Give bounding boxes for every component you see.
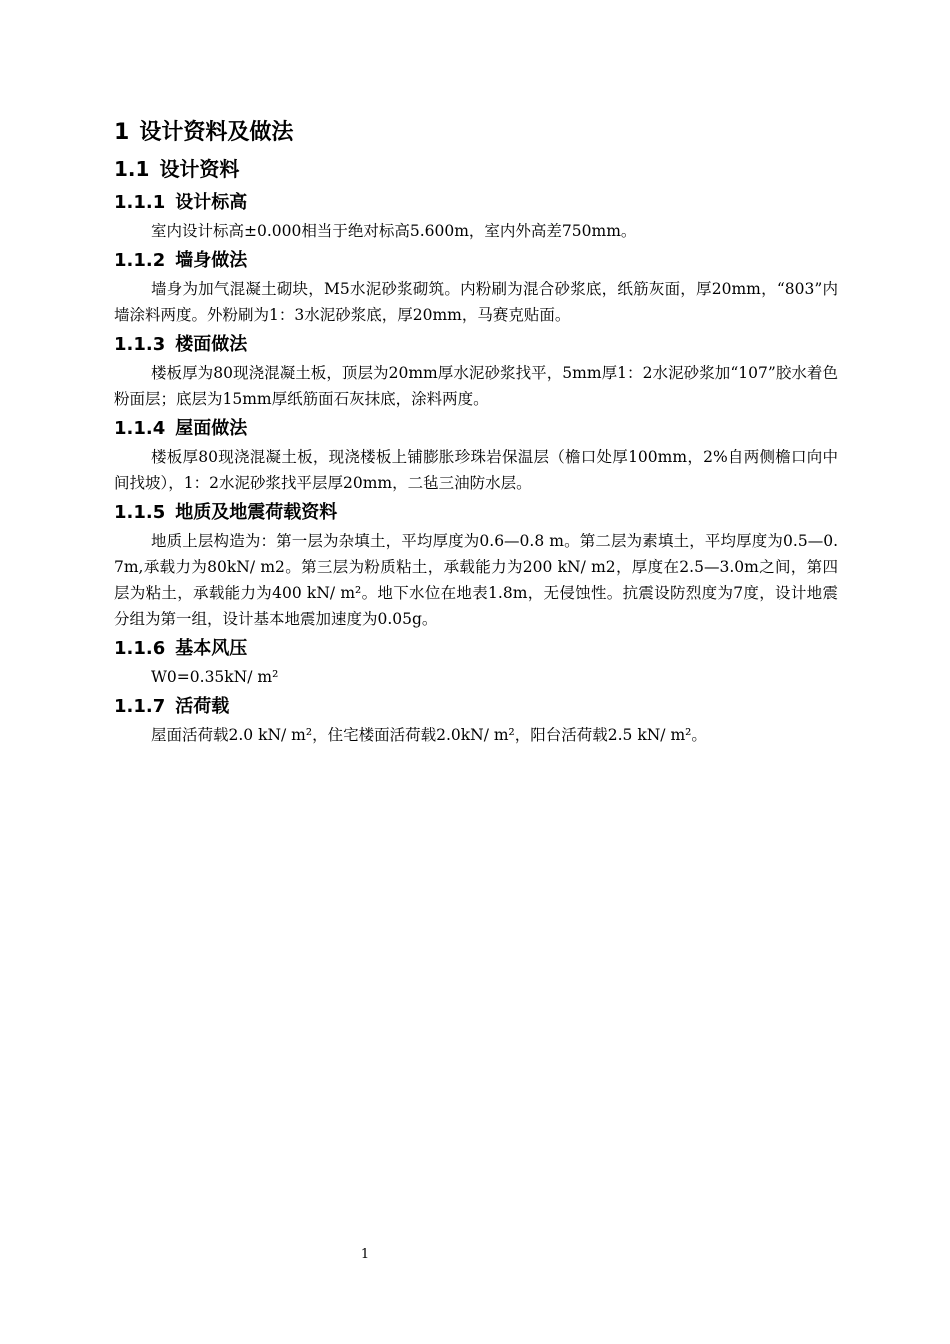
chapter-title: 设计资料及做法 <box>139 120 294 145</box>
subsection-heading-design-elevation <box>114 188 838 218</box>
subsection-heading-roof <box>114 414 838 444</box>
subsection-title: 楼面做法 <box>175 334 248 355</box>
section-heading <box>114 152 838 186</box>
subsection-number: 1.1.6 <box>114 638 166 659</box>
subsection-number: 1.1.5 <box>114 502 166 523</box>
subsection-title: 设计标高 <box>175 192 248 213</box>
subsection-title: 墙身做法 <box>175 250 248 271</box>
subsection-heading-wall <box>114 246 838 276</box>
subsection-heading-wind-pressure <box>114 634 838 664</box>
subsection-number: 1.1.7 <box>114 696 166 717</box>
subsection-number: 1.1.4 <box>114 418 166 439</box>
paragraph-wall: 墙身为加气混凝土砌块，M5水泥砂浆砌筑。内粉刷为混合砂浆底，纸筋灰面，厚20mm，“803”内墙涂料两度。外粉刷为1：3水泥砂浆底，厚20mm，马赛克贴面。 <box>114 280 838 324</box>
chapter-heading <box>114 116 838 150</box>
page-number: 1 <box>360 1247 370 1262</box>
chapter-number: 1 <box>114 120 130 145</box>
subsection-title: 屋面做法 <box>175 418 248 439</box>
subsection-title: 地质及地震荷载资料 <box>175 502 338 523</box>
paragraph-design-elevation: 室内设计标高±0.000相当于绝对标高5.600m，室内外高差750mm。 <box>151 222 637 240</box>
subsection-number: 1.1.1 <box>114 192 166 213</box>
paragraph-geology: 地质上层构造为：第一层为杂填土，平均厚度为0.6—0.8 m。第二层为素填土，平均厚度为0.5—0.7m,承载力为80kN/ m2。第三层为粉质粘土，承载能力为200 kN/ m2，厚度在2.5—3.0m之间，第四层为粘土，承载能力为400 kN/ m²。地下水位在地表1.8m，无侵蚀性。抗震设防烈度为7度，设计地震分组为第一组，设计基本地震加速度为0.05g。 <box>114 532 838 628</box>
subsection-title: 活荷载 <box>175 696 230 717</box>
subsection-heading-floor <box>114 330 838 360</box>
subsection-number: 1.1.2 <box>114 250 166 271</box>
section-number: 1.1 <box>114 157 150 181</box>
paragraph-floor: 楼板厚为80现浇混凝土板，顶层为20mm厚水泥砂浆找平，5mm厚1：2水泥砂浆加“107”胶水着色粉面层；底层为15mm厚纸筋面石灰抹底，涂料两度。 <box>114 364 838 408</box>
paragraph-wind-pressure: W0=0.35kN/ m² <box>151 668 279 686</box>
paragraph-roof: 楼板厚80现浇混凝土板，现浇楼板上铺膨胀珍珠岩保温层（檐口处厚100mm，2%自两侧檐口向中间找坡），1：2水泥砂浆找平层厚20mm，二毡三油防水层。 <box>114 448 838 492</box>
subsection-number: 1.1.3 <box>114 334 166 355</box>
section-title: 设计资料 <box>159 157 240 181</box>
subsection-heading-geology <box>114 498 838 528</box>
subsection-title: 基本风压 <box>175 638 248 659</box>
paragraph-live-load: 屋面活荷载2.0 kN/ m²，住宅楼面活荷载2.0kN/ m²，阳台活荷载2.5 kN/ m²。 <box>151 726 707 744</box>
subsection-heading-live-load <box>114 692 838 722</box>
page-content <box>114 116 838 748</box>
